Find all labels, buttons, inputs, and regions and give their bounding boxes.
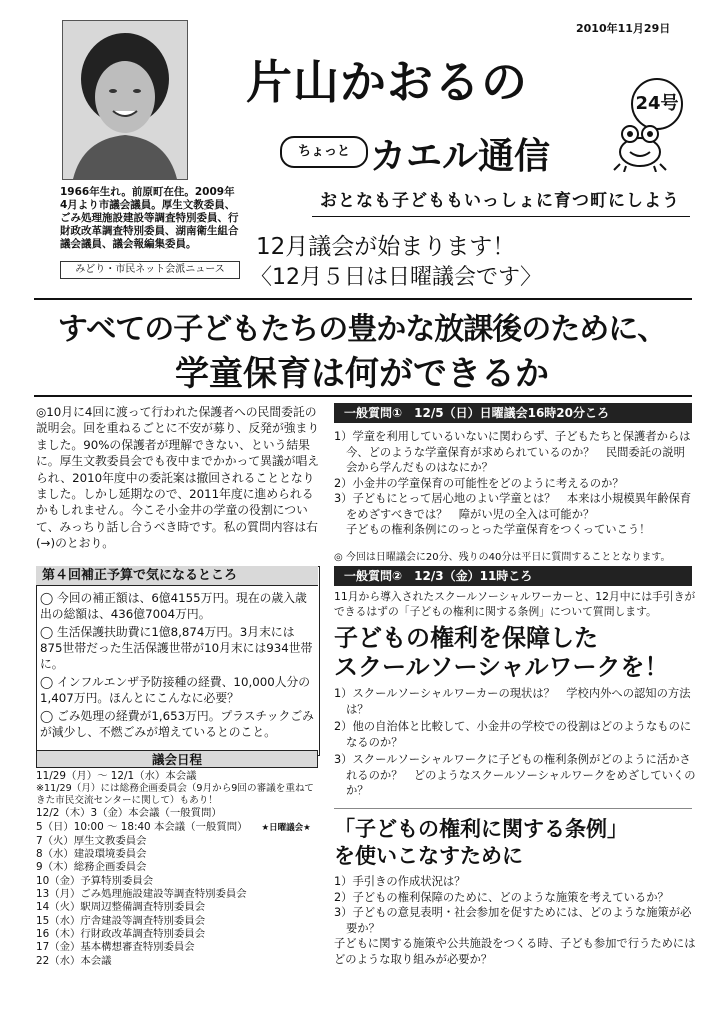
heading-line: スクールソーシャルワークを！ xyxy=(334,653,669,681)
portrait-image xyxy=(63,21,187,179)
list-item: 12/2（木）3（金）本会議（一般質問） xyxy=(36,807,222,820)
question2-heading xyxy=(334,624,696,682)
newsletter-title-sub: カエル通信 xyxy=(370,136,551,177)
list-item xyxy=(36,821,322,835)
list-item: 11/29（月）～ 12/1（水）本会議 xyxy=(36,770,197,782)
question1-list xyxy=(334,429,696,538)
list-item: 9（木）総務企画委員会 xyxy=(36,861,147,874)
list-item: 17（金）基本構想審査特別委員会 xyxy=(36,941,195,954)
heading-line: 子どもの権利を保障した xyxy=(334,624,598,652)
newsletter-motto: おとなも子どももいっしょに育つ町にしよう xyxy=(320,191,680,211)
question3-heading xyxy=(334,816,696,870)
list-item: 1）スクールソーシャルワーカーの現状は？ 学校内外への認知の方法は？ xyxy=(334,687,691,716)
list-item: 2）他の自治体と比較して、小金井の学校での役割はどのようなものになるのか？ xyxy=(334,720,692,749)
question2-intro: 11月から導入されたスクールソーシャルワーカーと、12月中には手引きができるはずの「子どもの権利に関する条例」について質問します。 xyxy=(334,590,696,618)
list-item: ◯ 今回の補正額は、6億4155万円。現在の歳入歳出の総額は、436億7004万円。 xyxy=(40,591,307,621)
question2-bar: 一般質問② 12/3（金）11時ころ xyxy=(334,566,692,586)
list-item: ◯ 生活保護扶助費に1億8,874万円。3月末には875世帯だった生活保護世帯が10月末には934世帯に。 xyxy=(40,625,313,671)
author-photo xyxy=(62,20,188,180)
list-item: 7（火）厚生文教委員会 xyxy=(36,834,147,847)
list-item: 3）子どもの意見表明・社会参加を促すためには、どのような施策が必要か？ xyxy=(334,906,692,935)
sunday-session-label: ★日曜議会★ xyxy=(261,822,311,833)
list-item: 1）手引きの作成状況は？ xyxy=(334,875,466,888)
list-item: 10（金）予算特別委員会 xyxy=(36,874,154,887)
list-item: 3）子どもにとって居心地のよい学童とは？ 本来は小規模異年齢保育をめざすべきでは？ 障がい児の全入は可能か？ xyxy=(334,492,692,521)
list-item: 16（木）行財政改革調査特別委員会 xyxy=(36,927,206,940)
party-label: みどり・市民ネット会派ニュース xyxy=(60,261,240,279)
intro-paragraph: ◎10月に4回に渡って行われた保護者への民間委託の説明会。回を重ねるごとに不安が募り、反発が強まりました。90%の保護者が理解できない、という結果に。厚生文教委員会でも夜中までかかって異議が唱えられ、2010年度中の委託案は撤回されることとなりました。しかし延期なので、2011年度に進められるかもしれません。今こそ小金井の学童の役割について、みっちり話し合うべき時です。私の質問内容は右(→)のとおり。 xyxy=(36,405,320,551)
frog-icon xyxy=(612,118,668,172)
budget-box-title: 第４回補正予算で気になるところ xyxy=(36,566,318,586)
list-item: 8（水）建設環境委員会 xyxy=(36,848,147,861)
question1-note: ◎ 今回は日曜議会に20分、残りの40分は平日に質問することとなります。 xyxy=(334,552,671,563)
divider xyxy=(334,808,692,809)
issue-number-badge: 24号 xyxy=(631,78,683,130)
list-item: 15（水）庁舎建設等調査特別委員会 xyxy=(36,914,206,927)
schedule-note: ※11/29（月）には総務企画委員会（9月から9回の審議を重ねてきた市民交流センターに関して）もあり！ xyxy=(36,783,314,807)
issue-date: 2010年11月29日 xyxy=(576,22,671,35)
question1-closing: 子どもの権利条例にのっとった学童保育をつくっていこう！ xyxy=(346,523,651,536)
budget-list xyxy=(40,590,316,742)
list-item: ◯ ごみ処理の経費が1,653万円。プラスチックごみが減少し、不燃ごみが増えているとのこと。 xyxy=(40,709,314,739)
announcement-line1: 12月議会が始まります！ xyxy=(256,234,516,260)
list-item: 2）小金井の学童保育の可能性をどのように考えるのか？ xyxy=(334,476,624,490)
list-item: 2）子どもの権利保障のために、どのような施策を考えているか？ xyxy=(334,890,669,904)
announcement-line2: 〈12月５日は日曜議会です〉 xyxy=(250,265,542,290)
question2-list xyxy=(334,686,696,801)
divider xyxy=(312,216,690,217)
divider xyxy=(34,298,692,300)
newsletter-title-main: 片山かおるの xyxy=(246,55,528,109)
list-item: 14（火）駅周辺整備調査特別委員会 xyxy=(36,901,206,914)
schedule-list xyxy=(36,770,322,968)
list-item: 13（月）ごみ処理施設建設等調査特別委員会 xyxy=(36,888,247,901)
headline-line1: すべての子どもたちの豊かな放課後のために、 xyxy=(57,312,667,347)
list-item: ◯ インフルエンザ予防接種の経費、10,000人分の1,407万円。ほんとにこんなに必要？ xyxy=(40,675,311,705)
question3-list xyxy=(334,874,696,967)
schedule-line: 5（日）10:00 ～ 18:40 本会議（一般質問） xyxy=(36,820,248,833)
list-item: 22（水）本会議 xyxy=(36,954,112,967)
schedule-title: 議会日程 xyxy=(36,750,318,768)
heading-line: 「子どもの権利に関する条例」 xyxy=(334,817,628,841)
question1-bar: 一般質問① 12/5（日）日曜議会16時20分ころ xyxy=(334,403,692,423)
author-bio: 1966年生れ。前原町在住。2009年4月より市議会議員。厚生文教委員、ごみ処理施設建設等調査特別委員、行財政改革調査特別委員、湖南衛生組合議会議員、議会報編集委員。 xyxy=(60,186,239,250)
heading-line: を使いこなすために xyxy=(334,844,523,868)
list-item: 3）スクールソーシャルワークに子どもの権利条例がどのように活かされるのか？ どのようなスクールソーシャルワークをめざしていくのか？ xyxy=(334,753,696,797)
list-item: 1）学童を利用しているいないに関わらず、子どもたちと保護者からは今、どのような学童保育が求められているのか？ 民間委託の説明会から学んだものはなにか？ xyxy=(334,430,691,474)
newsletter-title-pill: ちょっと xyxy=(280,136,368,168)
headline-line2: 学童保育は何ができるか xyxy=(175,354,549,394)
divider xyxy=(34,395,692,397)
question3-closing: 子どもに関する施策や公共施設をつくる時、子ども参加で行うためにはどのような取り組みが必要か？ xyxy=(334,937,696,966)
